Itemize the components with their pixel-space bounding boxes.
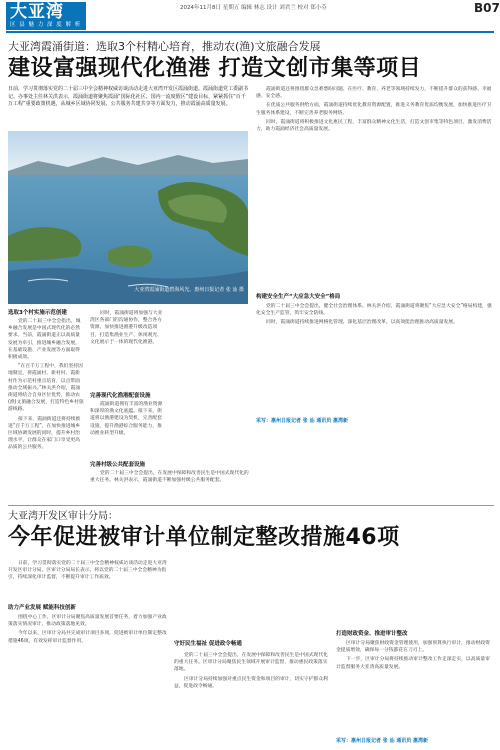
article1-column-2 [90, 310, 166, 390]
article2-lede-paragraph: 日前，学习贯彻落实党的二十届三中全会精神权威访谈活动走进大亚湾开发区审计分局。区审计分局局长表示，将以党的二十届三中全会精神为指引，持续深化审计监督，不断提升审计工作质效。 [8, 561, 167, 581]
edition-date-line: 2024年11月8日 星期五 编辑 林志 设计 刘君兰 校对 郑小芬 [180, 5, 327, 11]
article2-column-1 [8, 614, 168, 748]
article1-col3-paragraph: 同时，霞涌街道将积极推进文化惠民工程，丰富群众精神文化生活，打造文创市集等特色项目，激发消费活力，助力霞涌经济社会高质量发展。 [256, 119, 492, 133]
article1-col1-paragraph: “在百千万工程中，我们坚持因地制宜，将霞涌村、新村村、霞新村作为示范村重点培育，以点带面推动全域振兴。”林关洪介绍，霞涌街道将结合自身区位优势，推动农(渔)文旅融合发展，打造特色乡村旅游线路。 [8, 364, 84, 413]
article1-column-2b [90, 401, 166, 459]
article1-col1-paragraph: 党的二十届三中全会指出，城乡融合发展是中国式现代化的必然要求。当前，霞涌街道正以高质量发展为牵引，推进城乡融合发展，在基础设施、产业发展等方面取得积极成效。 [8, 319, 81, 361]
article2-headline: 今年促进被审计单位制定整改措施46项 [8, 525, 400, 550]
article2-col1-paragraph: 围绕中心工作，区审计分局聚焦高质量发展首要任务，着力加强产业政策落实情况审计，推动政策落地见效。 [8, 615, 167, 628]
article1-column-3b [256, 303, 494, 413]
article2-lede [8, 560, 168, 602]
article1-column-1 [8, 318, 84, 504]
article1-col2-subhead: 完善现代化渔港配套设施 [90, 393, 151, 399]
section-logo-subtitle: 区 县 魅 力 深 度 解 析 [10, 22, 82, 28]
article1-col2-subhead-2: 完善村级公共配套设施 [90, 462, 146, 468]
article1-col1-paragraph: 接下来，霞涌街道还将持续推进“百千万工程”，在加快推进城乡区域协调发展的同时，提升乡村治理水平，让群众在家门口享受更高品质的公共服务。 [8, 416, 81, 451]
article1-col3-paragraph: 同时，霞涌街道持续推进网格化管理，深化基层治理改革，以高效能治理推动高质量发展。 [266, 320, 458, 326]
header-rule [6, 31, 494, 33]
section-logo-title: 大亚湾 [10, 2, 64, 22]
section-divider [8, 505, 494, 506]
article2-col1-subhead: 助力产业发展 赋能科技创新 [8, 605, 76, 611]
article1-headline: 建设富强现代化渔港 打造文创市集等项目 [8, 56, 422, 81]
article1-col2-paragraph: 党的二十届三中全会提出，在发展中保障和改善民生是中国式现代化的重大任务。林关洪表示，霞涌街道不断加强村级公共服务配套。 [90, 471, 249, 484]
article2-col2-subhead: 守好民生福祉 促进政令畅通 [174, 641, 242, 647]
article2-byline: 采写：惠州日报记者 张 汕 通讯员 惠湾新 [336, 738, 428, 744]
article1-column-3 [256, 86, 494, 284]
article1-col2-paragraph: 同时，霞涌街道将加强与大亚湾区各部门的沟通协作，整合各方资源，加快推进渔港升级改造项目，打造集渔业生产、休闲观光、文化展示于一体的现代化渔港。 [90, 311, 163, 345]
article2-column-3 [336, 640, 494, 736]
page-code: B07 [474, 1, 500, 15]
article2-column-2 [174, 652, 330, 748]
bay-aerial-photo [8, 131, 248, 304]
article1-col2-paragraph: 霞涌街道拥有丰富的渔业资源和深厚的渔文化底蕴。接下来，街道将以渔港建设为契机，完善配套设施，提升渔港综合服务能力，推动渔业转型升级。 [90, 402, 163, 436]
article1-col3-paragraph: 党的二十届三中全会提出，健全社会治理体系。林关洪介绍，霞涌街道将聚焦“大应急大安全”格局构建，强化安全生产监管，筑牢安全防线。 [256, 304, 492, 317]
photo-caption: 大亚湾霞涌街道碧海风光。惠州日报记者 张 汕 摄 [134, 287, 244, 293]
article1-kicker: 大亚湾霞涌街道：选取3个村精心培育，推动农(渔)文旅融合发展 [8, 40, 321, 53]
article1-col3-paragraph: 在优质公共服务供给方面，霞涌街道持续优化教育资源配置，推进义务教育优质均衡发展，加快推进医疗卫生服务体系建设，不断完善养老服务网络。 [256, 103, 492, 116]
article1-col1-subhead: 选取3个村实施示范创建 [8, 310, 67, 316]
article2-kicker: 大亚湾开发区审计分局： [8, 511, 118, 522]
article2-col2-paragraph: 党的二十届三中全会提出，在发展中保障和改善民生是中国式现代化的重大任务。区审计分局聚焦民生领域开展审计监督，推动惠民政策落实落地。 [174, 653, 328, 673]
article2-col3-paragraph: 区审计分局聚焦财政资金管理使用，加强预算执行审计，推动财政资金提质增效，确保每一分钱都花在刀刃上。 [336, 641, 490, 654]
article1-col3-paragraph: 霞涌街道还将围绕群众急难愁盼问题，在医疗、教育、养老等领域持续发力，不断提升群众的获得感、幸福感、安全感。 [256, 87, 492, 100]
article1-column-2c [90, 470, 250, 504]
article1-lede: 日前，学习贯彻落实党的二十届三中全会精神权威访谈活动走进大亚湾开发区霞涌街道。霞涌街道党工委副书记、办事处主任林关洪表示，霞涌街道将聚焦霞涌“国际化社区、国内一流度假区”建设目标，紧紧抓住“百千万工程”重要政策机遇，从城乡区域协同发展、公共服务共建共享等方面发力，推动霞涌高质量发展。 [8, 86, 249, 107]
masthead [0, 0, 500, 34]
article2-col3-subhead: 打造财政资金、推进审计整改 [336, 631, 408, 637]
article1-col3-subhead: 构建安全生产“大应急大安全”格局 [256, 294, 341, 300]
section-logo [6, 2, 86, 30]
article2-col2-paragraph: 区审计分局持续加强对重点民生资金和项目的审计，切实守护群众利益，促进政令畅通。 [174, 676, 328, 689]
article1-byline: 采写：惠州日报记者 张 汕 通讯员 惠湾新 [256, 418, 348, 424]
article2-col3-paragraph: 下一步，区审计分局将持续推动审计整改工作走深走实，以高质量审计监督服务大亚湾高质量发展。 [336, 657, 490, 670]
article2-col1-paragraph: 今年以来，区审计分局共完成审计项目多项，促进被审计单位制定整改措施46项，有效发挥审计监督作用。 [8, 631, 167, 644]
